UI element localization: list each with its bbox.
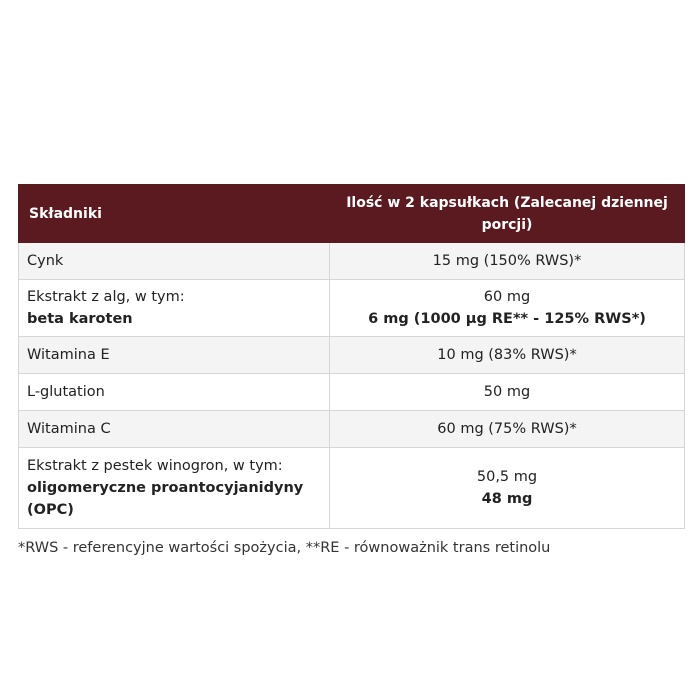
ingredient-cell <box>19 448 330 529</box>
nutrition-table-container <box>18 184 684 529</box>
ingredient-cell: Cynk <box>19 243 330 280</box>
table-row <box>19 374 685 411</box>
ingredient-cell: Witamina C <box>19 411 330 448</box>
amount-cell <box>330 280 685 337</box>
nutrition-table <box>18 184 685 529</box>
header-amount: Ilość w 2 kapsułkach (Zalecanej dziennej porcji) <box>330 185 685 243</box>
ingredient-cell: Witamina E <box>19 337 330 374</box>
amount-subvalue: 48 mg <box>481 491 533 507</box>
ingredient-cell <box>19 280 330 337</box>
amount-subvalue: 6 mg (1000 µg RE** - 125% RWS*) <box>368 311 646 327</box>
table-row <box>19 243 685 280</box>
table-row <box>19 411 685 448</box>
table-row <box>19 280 685 337</box>
ingredient-cell: L-glutation <box>19 374 330 411</box>
ingredient-name: Ekstrakt z alg, w tym: <box>27 289 185 305</box>
amount-cell: 15 mg (150% RWS)* <box>330 243 685 280</box>
amount-value: 60 mg <box>483 289 531 305</box>
table-header-row <box>19 185 685 243</box>
ingredient-subname: oligomeryczne proantocyjanidyny (OPC) <box>27 480 304 518</box>
ingredient-subname: beta karoten <box>27 311 133 327</box>
table-row <box>19 337 685 374</box>
amount-cell: 50 mg <box>330 374 685 411</box>
amount-value: 50,5 mg <box>476 469 538 485</box>
amount-cell: 10 mg (83% RWS)* <box>330 337 685 374</box>
footnote: *RWS - referencyjne wartości spożycia, **RE - równoważnik trans retinolu <box>18 540 551 556</box>
amount-cell <box>330 448 685 529</box>
amount-cell: 60 mg (75% RWS)* <box>330 411 685 448</box>
ingredient-name: Ekstrakt z pestek winogron, w tym: <box>27 458 283 474</box>
header-ingredient: Składniki <box>19 185 330 243</box>
table-row <box>19 448 685 529</box>
